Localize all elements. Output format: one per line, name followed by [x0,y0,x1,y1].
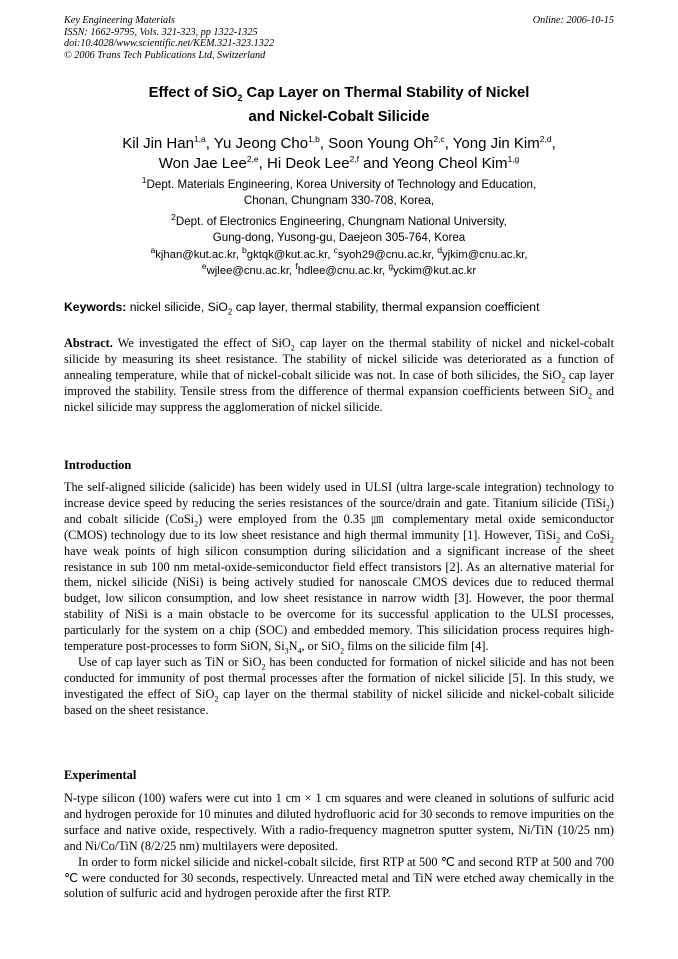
introduction-heading: Introduction [64,458,132,472]
keywords-line: Keywords: nickel silicide, SiO$_2$ cap layer, thermal stability, thermal expansion coefficient [64,300,540,317]
introduction-paragraph-2: Use of cap layer such as TiN or SiO$_2$ has been conducted for formation of nickel silicide and has not been conducted for immunity of post thermal processes after the formation of nickel silicide [5]. In this study, we investigated the effect of SiO$_2$ cap layer on the thermal stability of nickel silicide and nickel-cobalt silicide based on the sheet resistance. [64,654,614,717]
experimental-paragraph-2: In order to form nickel silicide and nickel-cobalt silcide, first RTP at 500 ℃ and second RTP at 500 and 700 ℃ were conducted for 30 seconds, respectively. Unreacted metal and TiN were etched away chemically in the solution of sulfuric acid and hydrogen peroxide after the first RTP. [64,854,614,901]
keywords-label: Keywords: [64,300,127,314]
affiliation-1: $^1$Dept. Materials Engineering, Korea University of Technology and Education, Chonan, Chungnam 330-708, Korea, [141,175,537,207]
abstract-paragraph: Abstract. We investigated the effect of SiO$_2$ cap layer on the thermal stability of nickel and nickel-cobalt silicide by measuring its sheet resistance. The stability of nickel silicide was deteriorated as a function of annealing temperature, while that of nickel-cobalt silicide was not. In case of both silicides, the SiO$_2$ cap layer improved the stability. Tensile stress from the difference of thermal expansion coefficients between SiO$_2$ and nickel silicide may suppress the agglomeration of nickel silicide. [64,336,614,414]
author-list: Kil Jin Han$^{1,a}$, Yu Jeong Cho$^{1,b}$, Soon Young Oh$^{2,c}$, Yong Jin Kim$^{2,d}$, Won Jae Lee$^{2,e}$, Hi Deok Lee$^{2,f}$ and Yeong Cheol Kim$^{1,g}$ [122,134,556,172]
doi-line: doi:10.4028/www.scientific.net/KEM.321-323.1322 [64,38,275,50]
experimental-heading: Experimental [64,768,137,782]
journal-name: Key Engineering Materials [64,15,175,26]
online-date: Online: 2006-10-15 [532,15,614,26]
experimental-paragraph-1: N-type silicon (100) wafers were cut into 1 cm × 1 cm squares and were cleaned in solutions of sulfuric acid and hydrogen peroxide for 10 minutes and diluted hydrofluoric acid for 30 seconds to remove impurities on the surface and native oxide, respectively. With a radio-frequency magnetron sputter system, Ni/TiN (10/25 nm) and Ni/Co/TiN (8/2/25 nm) multilayers were deposited. [64,791,614,853]
copyright-line: © 2006 Trans Tech Publications Ltd, Switzerland [64,49,266,61]
affiliation-2: $^2$Dept. of Electronics Engineering, Chungnam National University, Gung-dong, Yusong-gu, Daejeon 305-764, Korea [171,212,507,244]
introduction-paragraph-1: The self-aligned silicide (salicide) has been widely used in ULSI (ultra large-scale integration) technology to increase device speed by reducing the series resistances of the source/drain and gate. Titanium silicide (TiSi$_2$) and cobalt silicide (CoSi$_2$) were employed from the 0.35 ㎛ complementary metal oxide semiconductor (CMOS) technology due to its low sheet resistance and high thermal immunity [1]. However, TiSi$_2$ and CoSi$_2$ have weak points of high silicon consumption during silicidation and a significant increase of the sheet resistance in sub 100 nm metal-oxide-semiconductor field effect transistors [2]. As an alternative material for them, nickel silicide (NiSi) is being actively studied for nanoscale CMOS devices due to reduced thermal budget, low silicon consumption, and low sheet resistance in narrow width [3]. However, the poor thermal stability of NiSi is a main obstacle to be overcome for its successful application to the ULSI processes, particularly for the system on a chip (SOC) and embedded memory. This silicidation process requires high-temperature post-processes to form SiON, $Si_3N_4$, or SiO$_2$ films on the silicide film [4]. [64,480,614,656]
introduction-body [64,480,614,719]
journal-header [64,15,274,61]
abstract-label: Abstract. [64,336,113,350]
issn-line: ISSN: 1662-9795, Vols. 321-323, pp 1322-1325 [64,26,258,38]
experimental-body [64,791,614,902]
paper-title: Effect of SiO$_2$ Cap Layer on Thermal Stability of Nickel and Nickel-Cobalt Silicide [148,85,530,125]
author-emails: $^a$kjhan@kut.ac.kr, $^b$gktqk@kut.ac.kr, $^c$syoh29@cnu.ac.kr, $^d$yjkim@cnu.ac.kr, $^e$wjlee@cnu.ac.kr, $^f$hdlee@cnu.ac.kr, $^g$yckim@kut.ac.kr [150,245,528,277]
